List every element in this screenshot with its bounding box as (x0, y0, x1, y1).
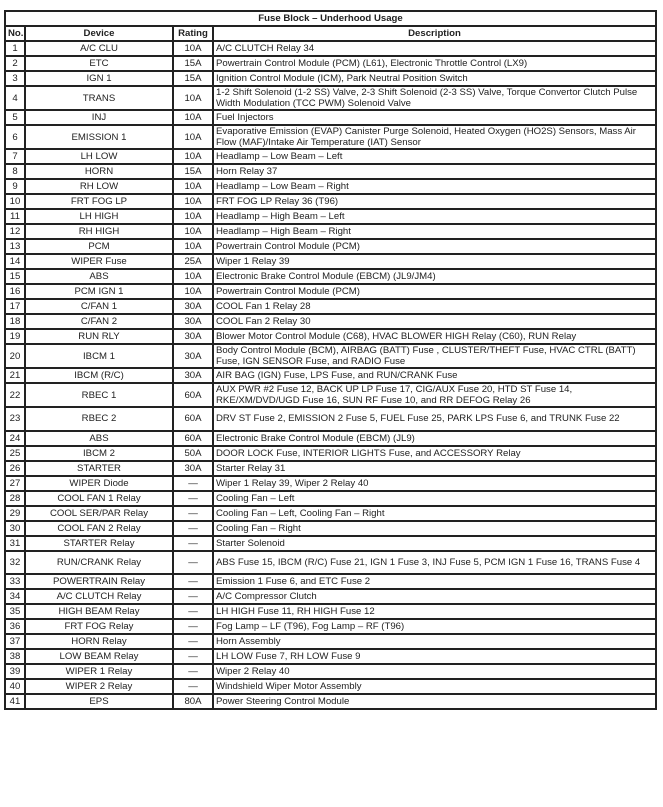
fuse-rating: — (173, 664, 213, 679)
fuse-description: LH LOW Fuse 7, RH LOW Fuse 9 (213, 649, 656, 664)
fuse-number: 36 (5, 619, 25, 634)
fuse-description: Horn Relay 37 (213, 164, 656, 179)
device-name: IBCM 2 (25, 446, 173, 461)
fuse-description: Fuel Injectors (213, 110, 656, 125)
fuse-number: 8 (5, 164, 25, 179)
table-row (5, 224, 656, 239)
fuse-rating: 10A (173, 179, 213, 194)
fuse-description: Electronic Brake Control Module (EBCM) (JL9/JM4) (213, 269, 656, 284)
fuse-number: 23 (5, 407, 25, 431)
device-name: COOL SER/PAR Relay (25, 506, 173, 521)
header-rating: Rating (173, 26, 213, 41)
fuse-description: Cooling Fan – Right (213, 521, 656, 536)
fuse-usage-table (4, 10, 657, 710)
fuse-rating: 60A (173, 431, 213, 446)
device-name: RUN/CRANK Relay (25, 551, 173, 575)
fuse-description: Emission 1 Fuse 6, and ETC Fuse 2 (213, 574, 656, 589)
device-name: IBCM (R/C) (25, 368, 173, 383)
device-name: INJ (25, 110, 173, 125)
table-row (5, 506, 656, 521)
device-name: ABS (25, 269, 173, 284)
device-name: IBCM 1 (25, 344, 173, 368)
fuse-description: Headlamp – Low Beam – Left (213, 149, 656, 164)
table-row (5, 239, 656, 254)
fuse-number: 39 (5, 664, 25, 679)
device-name: A/C CLUTCH Relay (25, 589, 173, 604)
fuse-description: Body Control Module (BCM), AIRBAG (BATT) Fuse , CLUSTER/THEFT Fuse, HVAC CTRL (BATT) Fuse, IGN SENSOR Fuse, and RADIO Fuse (213, 344, 656, 368)
table-row (5, 41, 656, 56)
fuse-number: 7 (5, 149, 25, 164)
fuse-rating: 10A (173, 269, 213, 284)
fuse-rating: — (173, 506, 213, 521)
device-name: WIPER 1 Relay (25, 664, 173, 679)
fuse-rating: 10A (173, 125, 213, 149)
fuse-description: FRT FOG LP Relay 36 (T96) (213, 194, 656, 209)
fuse-description: AIR BAG (IGN) Fuse, LPS Fuse, and RUN/CRANK Fuse (213, 368, 656, 383)
table-row (5, 383, 656, 407)
fuse-number: 16 (5, 284, 25, 299)
table-row (5, 551, 656, 575)
fuse-description: Cooling Fan – Left (213, 491, 656, 506)
table-row (5, 71, 656, 86)
device-name: RUN RLY (25, 329, 173, 344)
fuse-description: Horn Assembly (213, 634, 656, 649)
table-row (5, 664, 656, 679)
fuse-rating: 10A (173, 224, 213, 239)
fuse-description: ABS Fuse 15, IBCM (R/C) Fuse 21, IGN 1 Fuse 3, INJ Fuse 5, PCM IGN 1 Fuse 16, TRANS Fuse 4 (213, 551, 656, 575)
fuse-number: 14 (5, 254, 25, 269)
table-row (5, 574, 656, 589)
fuse-number: 35 (5, 604, 25, 619)
fuse-number: 38 (5, 649, 25, 664)
fuse-number: 19 (5, 329, 25, 344)
device-name: TRANS (25, 86, 173, 110)
fuse-description: Headlamp – High Beam – Left (213, 209, 656, 224)
fuse-description: Wiper 1 Relay 39, Wiper 2 Relay 40 (213, 476, 656, 491)
device-name: COOL FAN 2 Relay (25, 521, 173, 536)
fuse-description: Electronic Brake Control Module (EBCM) (JL9) (213, 431, 656, 446)
device-name: WIPER Fuse (25, 254, 173, 269)
table-row (5, 368, 656, 383)
fuse-number: 22 (5, 383, 25, 407)
device-name: PCM (25, 239, 173, 254)
fuse-number: 15 (5, 269, 25, 284)
fuse-description: DRV ST Fuse 2, EMISSION 2 Fuse 5, FUEL Fuse 25, PARK LPS Fuse 6, and TRUNK Fuse 22 (213, 407, 656, 431)
fuse-number: 13 (5, 239, 25, 254)
fuse-rating: 60A (173, 407, 213, 431)
table-row (5, 164, 656, 179)
fuse-number: 34 (5, 589, 25, 604)
fuse-rating: — (173, 619, 213, 634)
fuse-description: Wiper 2 Relay 40 (213, 664, 656, 679)
table-row (5, 431, 656, 446)
fuse-rating: 10A (173, 86, 213, 110)
table-row (5, 86, 656, 110)
device-name: C/FAN 1 (25, 299, 173, 314)
fuse-number: 27 (5, 476, 25, 491)
fuse-number: 26 (5, 461, 25, 476)
device-name: STARTER Relay (25, 536, 173, 551)
device-name: STARTER (25, 461, 173, 476)
fuse-rating: — (173, 476, 213, 491)
table-row (5, 344, 656, 368)
fuse-rating: — (173, 604, 213, 619)
fuse-number: 32 (5, 551, 25, 575)
device-name: EPS (25, 694, 173, 709)
fuse-rating: 80A (173, 694, 213, 709)
fuse-rating: — (173, 551, 213, 575)
fuse-rating: 25A (173, 254, 213, 269)
fuse-description: A/C CLUTCH Relay 34 (213, 41, 656, 56)
fuse-description: DOOR LOCK Fuse, INTERIOR LIGHTS Fuse, and ACCESSORY Relay (213, 446, 656, 461)
table-row (5, 649, 656, 664)
device-name: FRT FOG LP (25, 194, 173, 209)
table-row (5, 604, 656, 619)
table-row (5, 491, 656, 506)
fuse-rating: 15A (173, 164, 213, 179)
fuse-rating: — (173, 589, 213, 604)
table-row (5, 589, 656, 604)
table-row (5, 110, 656, 125)
fuse-description: Wiper 1 Relay 39 (213, 254, 656, 269)
fuse-number: 30 (5, 521, 25, 536)
device-name: HORN Relay (25, 634, 173, 649)
fuse-number: 31 (5, 536, 25, 551)
header-description: Description (213, 26, 656, 41)
fuse-description: Evaporative Emission (EVAP) Canister Purge Solenoid, Heated Oxygen (HO2S) Sensors, Mass Air Flow (MAF)/Intake Air Temperature (IAT) Sensor (213, 125, 656, 149)
table-row (5, 619, 656, 634)
fuse-rating: — (173, 679, 213, 694)
table-row (5, 209, 656, 224)
device-name: COOL FAN 1 Relay (25, 491, 173, 506)
fuse-description: Powertrain Control Module (PCM) (L61), Electronic Throttle Control (LX9) (213, 56, 656, 71)
device-name: IGN 1 (25, 71, 173, 86)
fuse-number: 17 (5, 299, 25, 314)
table-row (5, 694, 656, 709)
fuse-number: 3 (5, 71, 25, 86)
table-row (5, 536, 656, 551)
device-name: EMISSION 1 (25, 125, 173, 149)
fuse-rating: 30A (173, 329, 213, 344)
table-row (5, 476, 656, 491)
fuse-rating: — (173, 521, 213, 536)
device-name: HIGH BEAM Relay (25, 604, 173, 619)
device-name: POWERTRAIN Relay (25, 574, 173, 589)
device-name: RBEC 1 (25, 383, 173, 407)
fuse-rating: 15A (173, 71, 213, 86)
table-row (5, 461, 656, 476)
fuse-number: 10 (5, 194, 25, 209)
device-name: LH HIGH (25, 209, 173, 224)
fuse-rating: — (173, 634, 213, 649)
device-name: RH HIGH (25, 224, 173, 239)
device-name: RBEC 2 (25, 407, 173, 431)
table-row (5, 284, 656, 299)
device-name: LH LOW (25, 149, 173, 164)
fuse-rating: 10A (173, 239, 213, 254)
fuse-rating: — (173, 649, 213, 664)
fuse-number: 9 (5, 179, 25, 194)
fuse-description: Starter Relay 31 (213, 461, 656, 476)
fuse-description: 1-2 Shift Solenoid (1-2 SS) Valve, 2-3 Shift Solenoid (2-3 SS) Valve, Torque Convertor Clutch Pulse Width Modulation (TCC PWM) Solenoid Valve (213, 86, 656, 110)
fuse-description: Headlamp – Low Beam – Right (213, 179, 656, 194)
fuse-rating: 30A (173, 368, 213, 383)
fuse-rating: — (173, 491, 213, 506)
fuse-number: 25 (5, 446, 25, 461)
table-row (5, 254, 656, 269)
fuse-description: Power Steering Control Module (213, 694, 656, 709)
device-name: C/FAN 2 (25, 314, 173, 329)
table-row (5, 149, 656, 164)
device-name: ETC (25, 56, 173, 71)
table-row (5, 679, 656, 694)
table-title: Fuse Block – Underhood Usage (5, 11, 656, 26)
fuse-description: A/C Compressor Clutch (213, 589, 656, 604)
fuse-number: 21 (5, 368, 25, 383)
device-name: HORN (25, 164, 173, 179)
fuse-rating: 10A (173, 209, 213, 224)
fuse-rating: 10A (173, 149, 213, 164)
device-name: WIPER Diode (25, 476, 173, 491)
device-name: FRT FOG Relay (25, 619, 173, 634)
fuse-rating: 10A (173, 110, 213, 125)
table-row (5, 634, 656, 649)
device-name: WIPER 2 Relay (25, 679, 173, 694)
fuse-number: 41 (5, 694, 25, 709)
fuse-number: 29 (5, 506, 25, 521)
header-device: Device (25, 26, 173, 41)
fuse-description: Blower Motor Control Module (C68), HVAC BLOWER HIGH Relay (C60), RUN Relay (213, 329, 656, 344)
fuse-description: Windshield Wiper Motor Assembly (213, 679, 656, 694)
fuse-number: 11 (5, 209, 25, 224)
table-row (5, 446, 656, 461)
fuse-rating: 30A (173, 299, 213, 314)
fuse-description: Powertrain Control Module (PCM) (213, 239, 656, 254)
table-row (5, 407, 656, 431)
fuse-number: 6 (5, 125, 25, 149)
fuse-number: 37 (5, 634, 25, 649)
table-row (5, 314, 656, 329)
fuse-number: 12 (5, 224, 25, 239)
fuse-rating: — (173, 536, 213, 551)
fuse-rating: 30A (173, 461, 213, 476)
fuse-description: COOL Fan 1 Relay 28 (213, 299, 656, 314)
fuse-number: 4 (5, 86, 25, 110)
fuse-rating: 10A (173, 284, 213, 299)
fuse-description: COOL Fan 2 Relay 30 (213, 314, 656, 329)
fuse-rating: 50A (173, 446, 213, 461)
fuse-rating: 10A (173, 41, 213, 56)
fuse-number: 5 (5, 110, 25, 125)
fuse-rating: 10A (173, 194, 213, 209)
fuse-description: Fog Lamp – LF (T96), Fog Lamp – RF (T96) (213, 619, 656, 634)
table-row (5, 521, 656, 536)
fuse-description: LH HIGH Fuse 11, RH HIGH Fuse 12 (213, 604, 656, 619)
table-row (5, 179, 656, 194)
fuse-number: 2 (5, 56, 25, 71)
fuse-number: 28 (5, 491, 25, 506)
fuse-number: 33 (5, 574, 25, 589)
fuse-description: AUX PWR #2 Fuse 12, BACK UP LP Fuse 17, CIG/AUX Fuse 20, HTD ST Fuse 14, RKE/XM/DVD/UGD Fuse 16, SUN RF Fuse 10, and RR DEFOG Relay 26 (213, 383, 656, 407)
fuse-rating: 30A (173, 344, 213, 368)
table-row (5, 299, 656, 314)
fuse-rating: 15A (173, 56, 213, 71)
table-row (5, 329, 656, 344)
table-row (5, 269, 656, 284)
fuse-rating: 30A (173, 314, 213, 329)
table-row (5, 125, 656, 149)
fuse-description: Powertrain Control Module (PCM) (213, 284, 656, 299)
fuse-rating: 60A (173, 383, 213, 407)
fuse-description: Starter Solenoid (213, 536, 656, 551)
fuse-number: 20 (5, 344, 25, 368)
fuse-number: 1 (5, 41, 25, 56)
device-name: A/C CLU (25, 41, 173, 56)
table-row (5, 194, 656, 209)
device-name: PCM IGN 1 (25, 284, 173, 299)
fuse-description: Headlamp – High Beam – Right (213, 224, 656, 239)
device-name: ABS (25, 431, 173, 446)
fuse-number: 40 (5, 679, 25, 694)
fuse-description: Ignition Control Module (ICM), Park Neutral Position Switch (213, 71, 656, 86)
header-no: No. (5, 26, 25, 41)
fuse-description: Cooling Fan – Left, Cooling Fan – Right (213, 506, 656, 521)
fuse-number: 24 (5, 431, 25, 446)
fuse-rating: — (173, 574, 213, 589)
device-name: RH LOW (25, 179, 173, 194)
device-name: LOW BEAM Relay (25, 649, 173, 664)
table-row (5, 56, 656, 71)
fuse-number: 18 (5, 314, 25, 329)
